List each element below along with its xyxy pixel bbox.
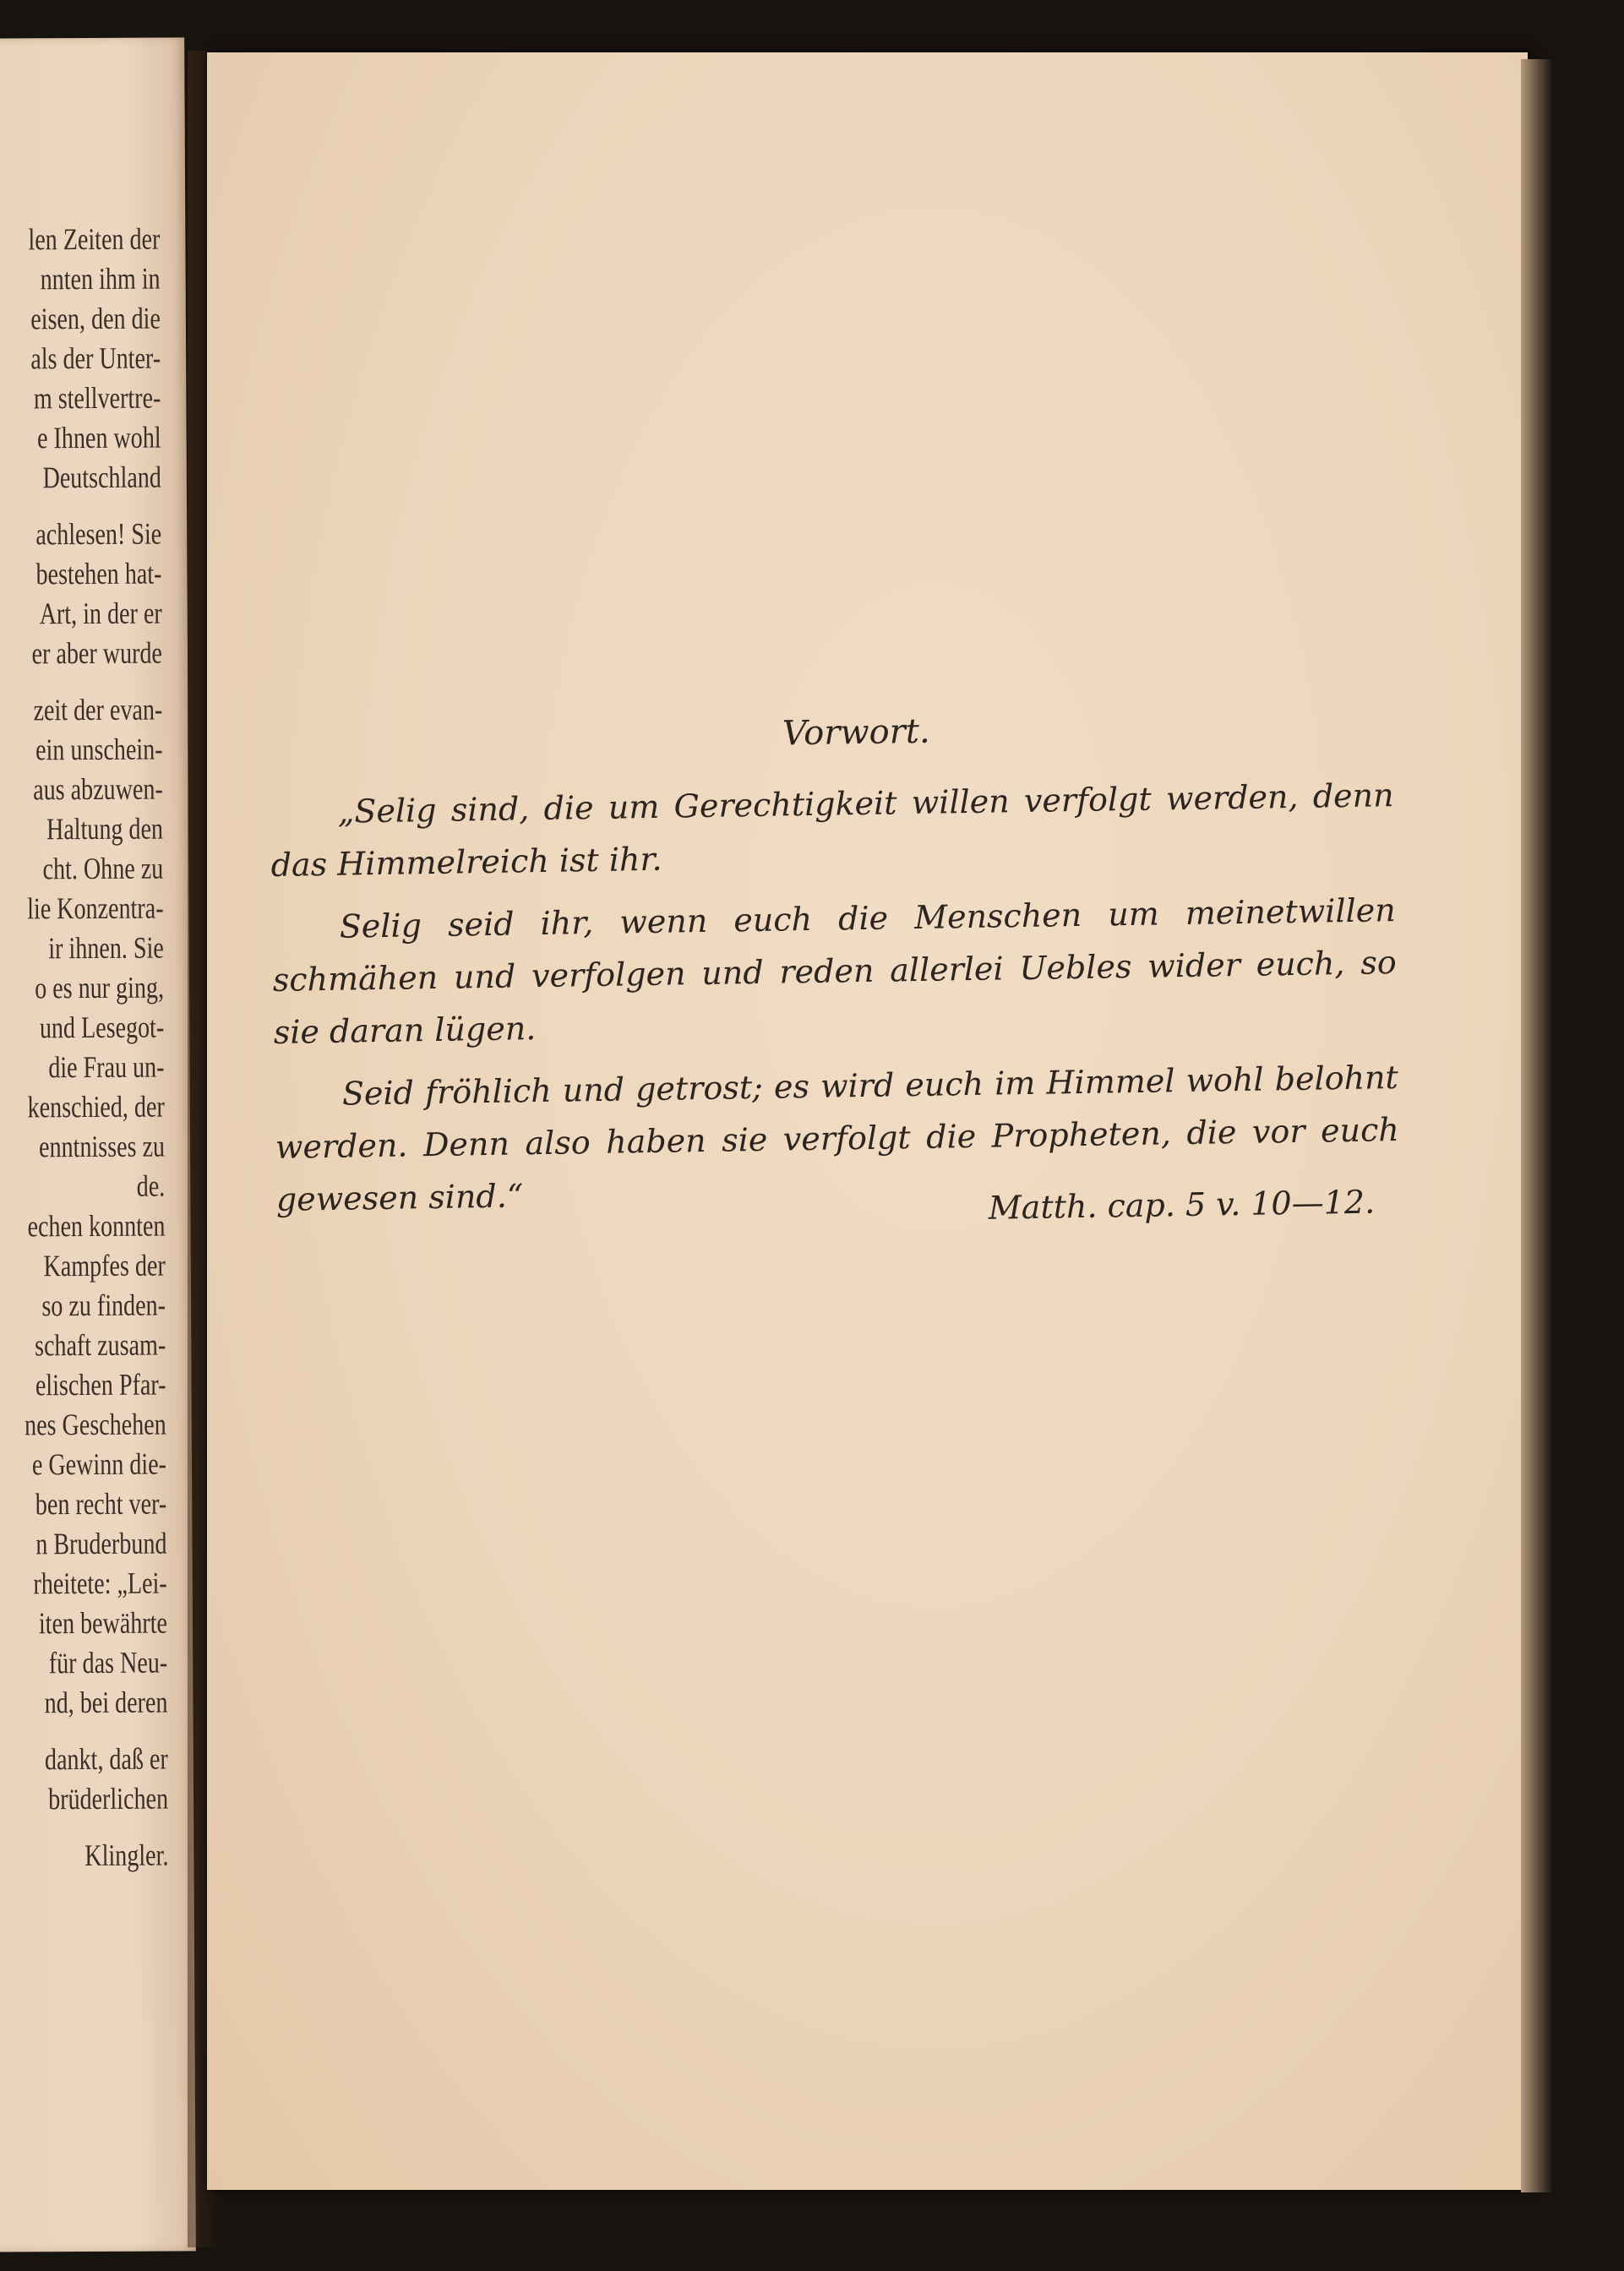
left-page-line: Deutschland	[42, 460, 161, 495]
preface-paragraph: „Selig sind, die um Gerechtigkeit willen verfolgt werden, denn das Himmelreich ist ihr.	[270, 776, 1394, 884]
left-page-line: als der Unter-	[30, 340, 161, 376]
left-page-line: elischen Pfar-	[35, 1367, 166, 1402]
left-page-line: die Frau un-	[48, 1049, 165, 1085]
left-page-line: Klingler.	[84, 1838, 169, 1873]
left-page-line: Haltung den	[46, 811, 164, 847]
left-page-line: enntnisses zu	[38, 1129, 166, 1164]
left-page	[0, 37, 196, 2252]
preface-paragraph: Selig seid ihr, wenn euch die Menschen um meinetwillen schmähen und verfolgen und reden allerlei Uebles wider euch, so sie daran lügen.	[272, 891, 1397, 1051]
bible-citation: Matth. cap. 5 v. 10—12.	[988, 1183, 1376, 1227]
left-page-line: iten bewährte	[38, 1605, 168, 1641]
left-page-line: e Gewinn die-	[31, 1446, 167, 1482]
left-page-line: Art, in der er	[39, 596, 162, 631]
left-page-line: n Bruderbund	[35, 1526, 167, 1561]
left-page-line: für das Neu-	[48, 1645, 168, 1680]
left-page-line	[10, 1819, 168, 1837]
left-page-text	[2, 220, 168, 1876]
page-edge	[1521, 59, 1551, 2192]
left-page-line: schaft zusam-	[34, 1327, 166, 1363]
left-page-line: dankt, daß er	[44, 1741, 168, 1777]
left-page-line: und Lesegot-	[39, 1010, 165, 1045]
left-page-line: rheitete: „Lei-	[33, 1566, 167, 1601]
left-page-line: o es nur ging,	[35, 970, 165, 1005]
left-page-line: cht. Ohne zu	[42, 851, 164, 886]
left-page-line: bestehen hat-	[35, 556, 162, 591]
left-page-line: m stellvertre-	[33, 380, 161, 416]
left-page-line	[9, 1723, 167, 1740]
left-page-line: ein unschein-	[35, 732, 163, 767]
left-page-line: zeit der evan-	[33, 692, 163, 727]
left-page-line: echen konnten	[27, 1208, 166, 1244]
left-page-line: Kampfes der	[43, 1248, 166, 1283]
left-page-line: nes Geschehen	[24, 1407, 166, 1442]
left-page-line: aus abzuwen-	[33, 771, 163, 807]
left-page-line: ir ihnen. Sie	[48, 930, 164, 966]
left-page-line	[3, 498, 161, 515]
left-page-line: eisen, den die	[30, 301, 161, 336]
left-page-line: de.	[136, 1168, 166, 1203]
left-page-line: er aber wurde	[31, 635, 163, 671]
left-page-line: e Ihnen wohl	[36, 420, 161, 455]
left-page-line: nnten ihm in	[40, 261, 161, 297]
left-page-line: lie Konzentra-	[27, 890, 164, 926]
left-page-line: nd, bei deren	[44, 1685, 168, 1720]
left-page-line: len Zeiten der	[28, 221, 161, 257]
left-page-line: kenschied, der	[27, 1089, 165, 1125]
preface-heading: Vorwort.	[782, 711, 930, 754]
left-page-line: brüderlichen	[48, 1781, 169, 1816]
left-page-line	[4, 673, 162, 691]
left-page-line: so zu finden-	[41, 1288, 166, 1323]
preface	[269, 705, 1400, 1238]
left-page-line: ben recht ver-	[35, 1486, 167, 1522]
preface-paragraph: Seid fröhlich und getrost; es wird euch im Himmel wohl belohnt werden. Denn also haben sie verfolgt die Propheten, die vor euch gewesen sind.“	[275, 1059, 1400, 1218]
left-page-line: achlesen! Sie	[35, 516, 162, 552]
